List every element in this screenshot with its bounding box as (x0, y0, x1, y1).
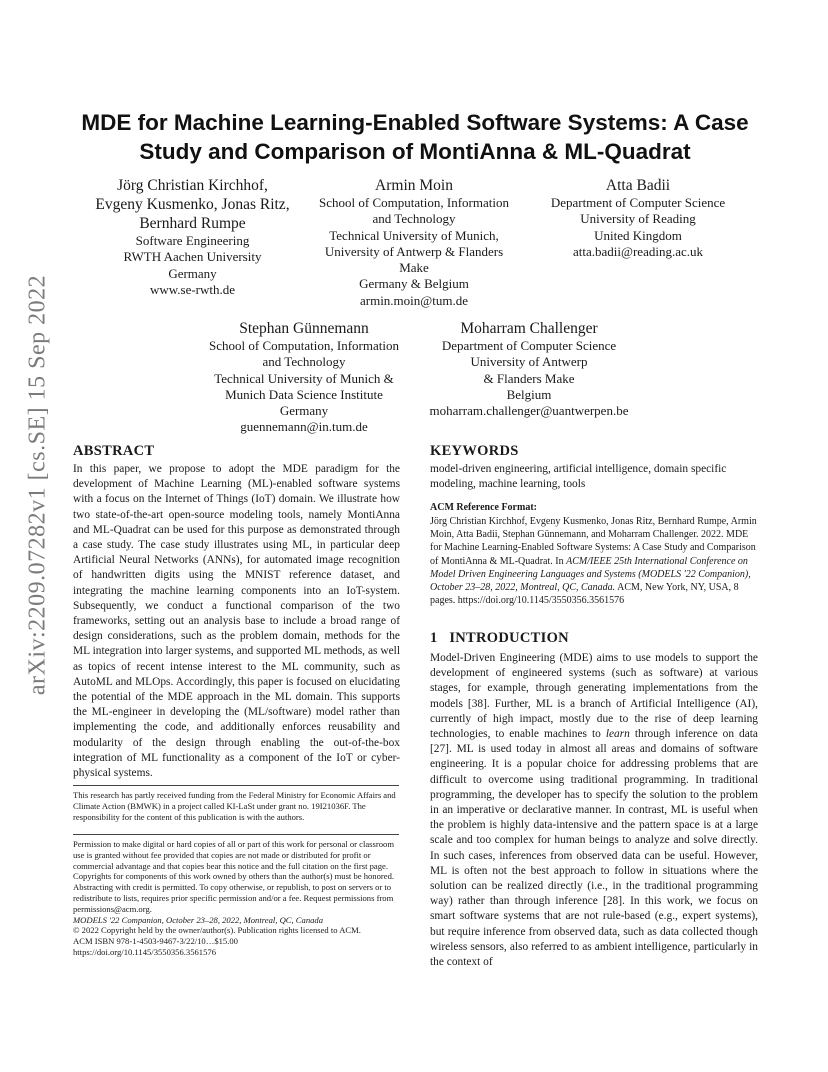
funding-note: This research has partly received funding from the Federal Ministry for Economic Affairs and Climate Action (BMWK) in a project called KI-LaSt under grant no. 19I21036F. The responsibility for the content of this publication is with the authors. (73, 790, 396, 822)
footnote-rule (73, 785, 399, 786)
affiliation-line: University of Antwerp & Flanders (324, 243, 504, 259)
author-website[interactable]: www.se-rwth.de (149, 281, 236, 297)
permission-rule (73, 834, 399, 835)
permission-text: Permission to make digital or hard copies of all or part of this work for personal or classroom use is granted without fee provided that copies are not made or distributed for profit or commercial advantage and that copies bear this notice and the full citation on the first page. Copyrights for components of this work owned by others than the author(s) must be honored. Abstracting with credit is permitted. To copy otherwise, or republish, to post on servers or to redistribute to lists, requires prior specific permission and/or a fee. Request permissions from permissions@acm.org. (73, 839, 395, 914)
introduction-heading: 1 INTRODUCTION (430, 630, 569, 646)
permission-copyright: © 2022 Copyright held by the owner/author(s). Publication rights licensed to ACM. (73, 925, 361, 936)
author-name: Atta Badii (605, 177, 671, 194)
keywords-heading: KEYWORDS (430, 443, 519, 459)
permission-venue: MODELS '22 Companion, October 23–28, 2022, Montreal, QC, Canada (73, 914, 324, 925)
affiliation-line: Technical University of Munich, (329, 227, 499, 243)
affiliation-line: Germany & Belgium (359, 276, 469, 292)
affiliation-line: Germany (279, 403, 329, 419)
author-name: Evgeny Kusmenko, Jonas Ritz, (95, 196, 290, 213)
author-name: Armin Moin (375, 177, 453, 194)
affiliation-line: Germany (168, 265, 217, 281)
author-block-3 (528, 176, 748, 260)
affiliation-line: and Technology (372, 211, 456, 227)
abstract-text: In this paper, we propose to adopt the MDE paradigm for the development of Machine Learning (ML)-enabled software systems with a focus on the Internet of Things (IoT) domain. We illustrate how two state-of-the-art open-source modeling tools, namely MontiAnna and ML-Quadrat can be used for this purpose as demonstrated through a case study. The case study illustrates using ML, in particular deep Artificial Neural Networks (ANNs), for automated image recognition of handwritten digits using the MNIST reference dataset, and integrating the machine learning components into an IoT-system. Subsequently, we conduct a functional comparison of the two frameworks, setting out an analysis base to include a broad range of design considerations, such as the problem domain, methods for the ML integration into larger systems, and supported ML methods, as well as topics of recent intense interest to the ML community, such as AutoML and MLOps. Accordingly, this paper is focused on elucidating the potential of the MDE approach in the ML domain. This supports the ML-engineer in developing the (ML/software) model rather than implementing the code, and additionally enforces reusability and modularity of the design through enabling the out-of-the-box integration of ML functionality as a component of the IoT or cyber-physical systems. (73, 463, 400, 780)
paper-title: MDE for Machine Learning-Enabled Software Systems: A Case Study and Comparison of MontiAnna & ML-Quadrat (81, 110, 749, 164)
author-name: Stephan Günnemann (239, 320, 369, 337)
acm-reference-doi[interactable]: ACM, New York, NY, USA, 8 pages. https://doi.org/10.1145/3550356.3561576 (430, 582, 739, 607)
author-block-4 (198, 319, 410, 436)
permission-block (73, 839, 400, 958)
affiliation-line: United Kingdom (594, 227, 682, 243)
author-email[interactable]: atta.badii@reading.ac.uk (573, 243, 703, 259)
author-name: Bernhard Rumpe (139, 215, 246, 232)
affiliation-line: University of Antwerp (470, 354, 588, 370)
acm-reference-authors: Jörg Christian Kirchhof, Evgeny Kusmenko, Jonas Ritz, Bernhard Rumpe, Armin Moin, Atta Badii, Stephan Günnemann, and Moharram Challenger. 2022. MDE for Machine Learning-Enabled Software Systems: A Case Study and Comparison of MontiAnna & ML-Quadrat. In (430, 516, 757, 567)
introduction-text (430, 651, 758, 970)
author-block-2 (308, 176, 520, 309)
affiliation-line: Technical University of Munich & (214, 370, 394, 386)
arxiv-identifier: arXiv:2209.07282v1 [cs.SE] 15 Sep 2022 (24, 274, 51, 696)
affiliation-line: School of Computation, Information (319, 195, 509, 210)
affiliation-line: Munich Data Science Institute (225, 386, 383, 402)
acm-reference-text (430, 515, 758, 607)
introduction-part-2: through inference on data [27]. ML is used today in almost all areas and domains of software engineering. It is a popular choice for addressing problems that are difficult to overcome using traditional programming. In traditional programming, the developer has to specify the solution to the problem in an imperative or declarative manner. In contrast, ML is useful when the problem is highly data-intensive and the pattern space is at a large scale and too complex for human beings to analyze and solve directly. In such cases, inferences from observed data can be useful. However, ML is often not the best approach to follow in situations where the solution can be realized directly (i.e., in the traditional programming way) rather than through inference [28]. In this work, we focus on smart software systems that are not rule-based (e.g., expert systems), but require inference from observed data, such as data collected though wireless sensors, also referred to as ambient intelligence, particularly in the context of (430, 728, 758, 969)
affiliation-line: School of Computation, Information (209, 338, 399, 353)
author-email[interactable]: armin.moin@tum.de (359, 292, 468, 308)
introduction-part-1: Model-Driven Engineering (MDE) aims to use models to support the development of engineered systems (such as software) at various stages, for example, through generating implementations from the models [38]. Further, ML is a branch of Artificial Intelligence (AI), currently of high impact, mostly due to the rise of deep learning technologies, to enable machines to (430, 652, 758, 741)
author-name: Moharram Challenger (460, 320, 598, 337)
affiliation-line: and Technology (262, 354, 346, 370)
author-email[interactable]: guennemann@in.tum.de (240, 419, 368, 435)
author-block-1 (80, 176, 305, 298)
affiliation-line: Make (399, 260, 429, 276)
affiliation-line: Department of Computer Science (550, 195, 726, 210)
introduction-emphasis: learn (605, 728, 630, 741)
acm-reference-heading: ACM Reference Format: (430, 502, 537, 513)
affiliation-line: University of Reading (580, 211, 696, 227)
affiliation-line: & Flanders Make (483, 370, 575, 386)
affiliation-line: Department of Computer Science (441, 338, 617, 353)
author-block-5 (418, 319, 640, 419)
permission-isbn: ACM ISBN 978-1-4503-9467-3/22/10…$15.00 (73, 936, 238, 947)
affiliation-line: RWTH Aachen University (123, 249, 262, 265)
author-email[interactable]: moharram.challenger@uantwerpen.be (429, 403, 629, 419)
keywords-text: model-driven engineering, artificial intelligence, domain specific modeling, machine learning, tools (430, 463, 727, 491)
abstract-heading: ABSTRACT (73, 443, 155, 459)
affiliation-line: Software Engineering (135, 233, 250, 248)
acm-reference-venue: ACM/IEEE 25th International Conference on Model Driven Engineering Languages and Systems (MODELS '22 Companion), October 23–28, 2022, Montreal, QC, Canada. (430, 555, 751, 594)
permission-doi[interactable]: https://doi.org/10.1145/3550356.3561576 (73, 946, 216, 957)
affiliation-line: Belgium (506, 386, 552, 402)
author-name: Jörg Christian Kirchhof, (117, 177, 268, 194)
arxiv-stamp (18, 274, 58, 696)
